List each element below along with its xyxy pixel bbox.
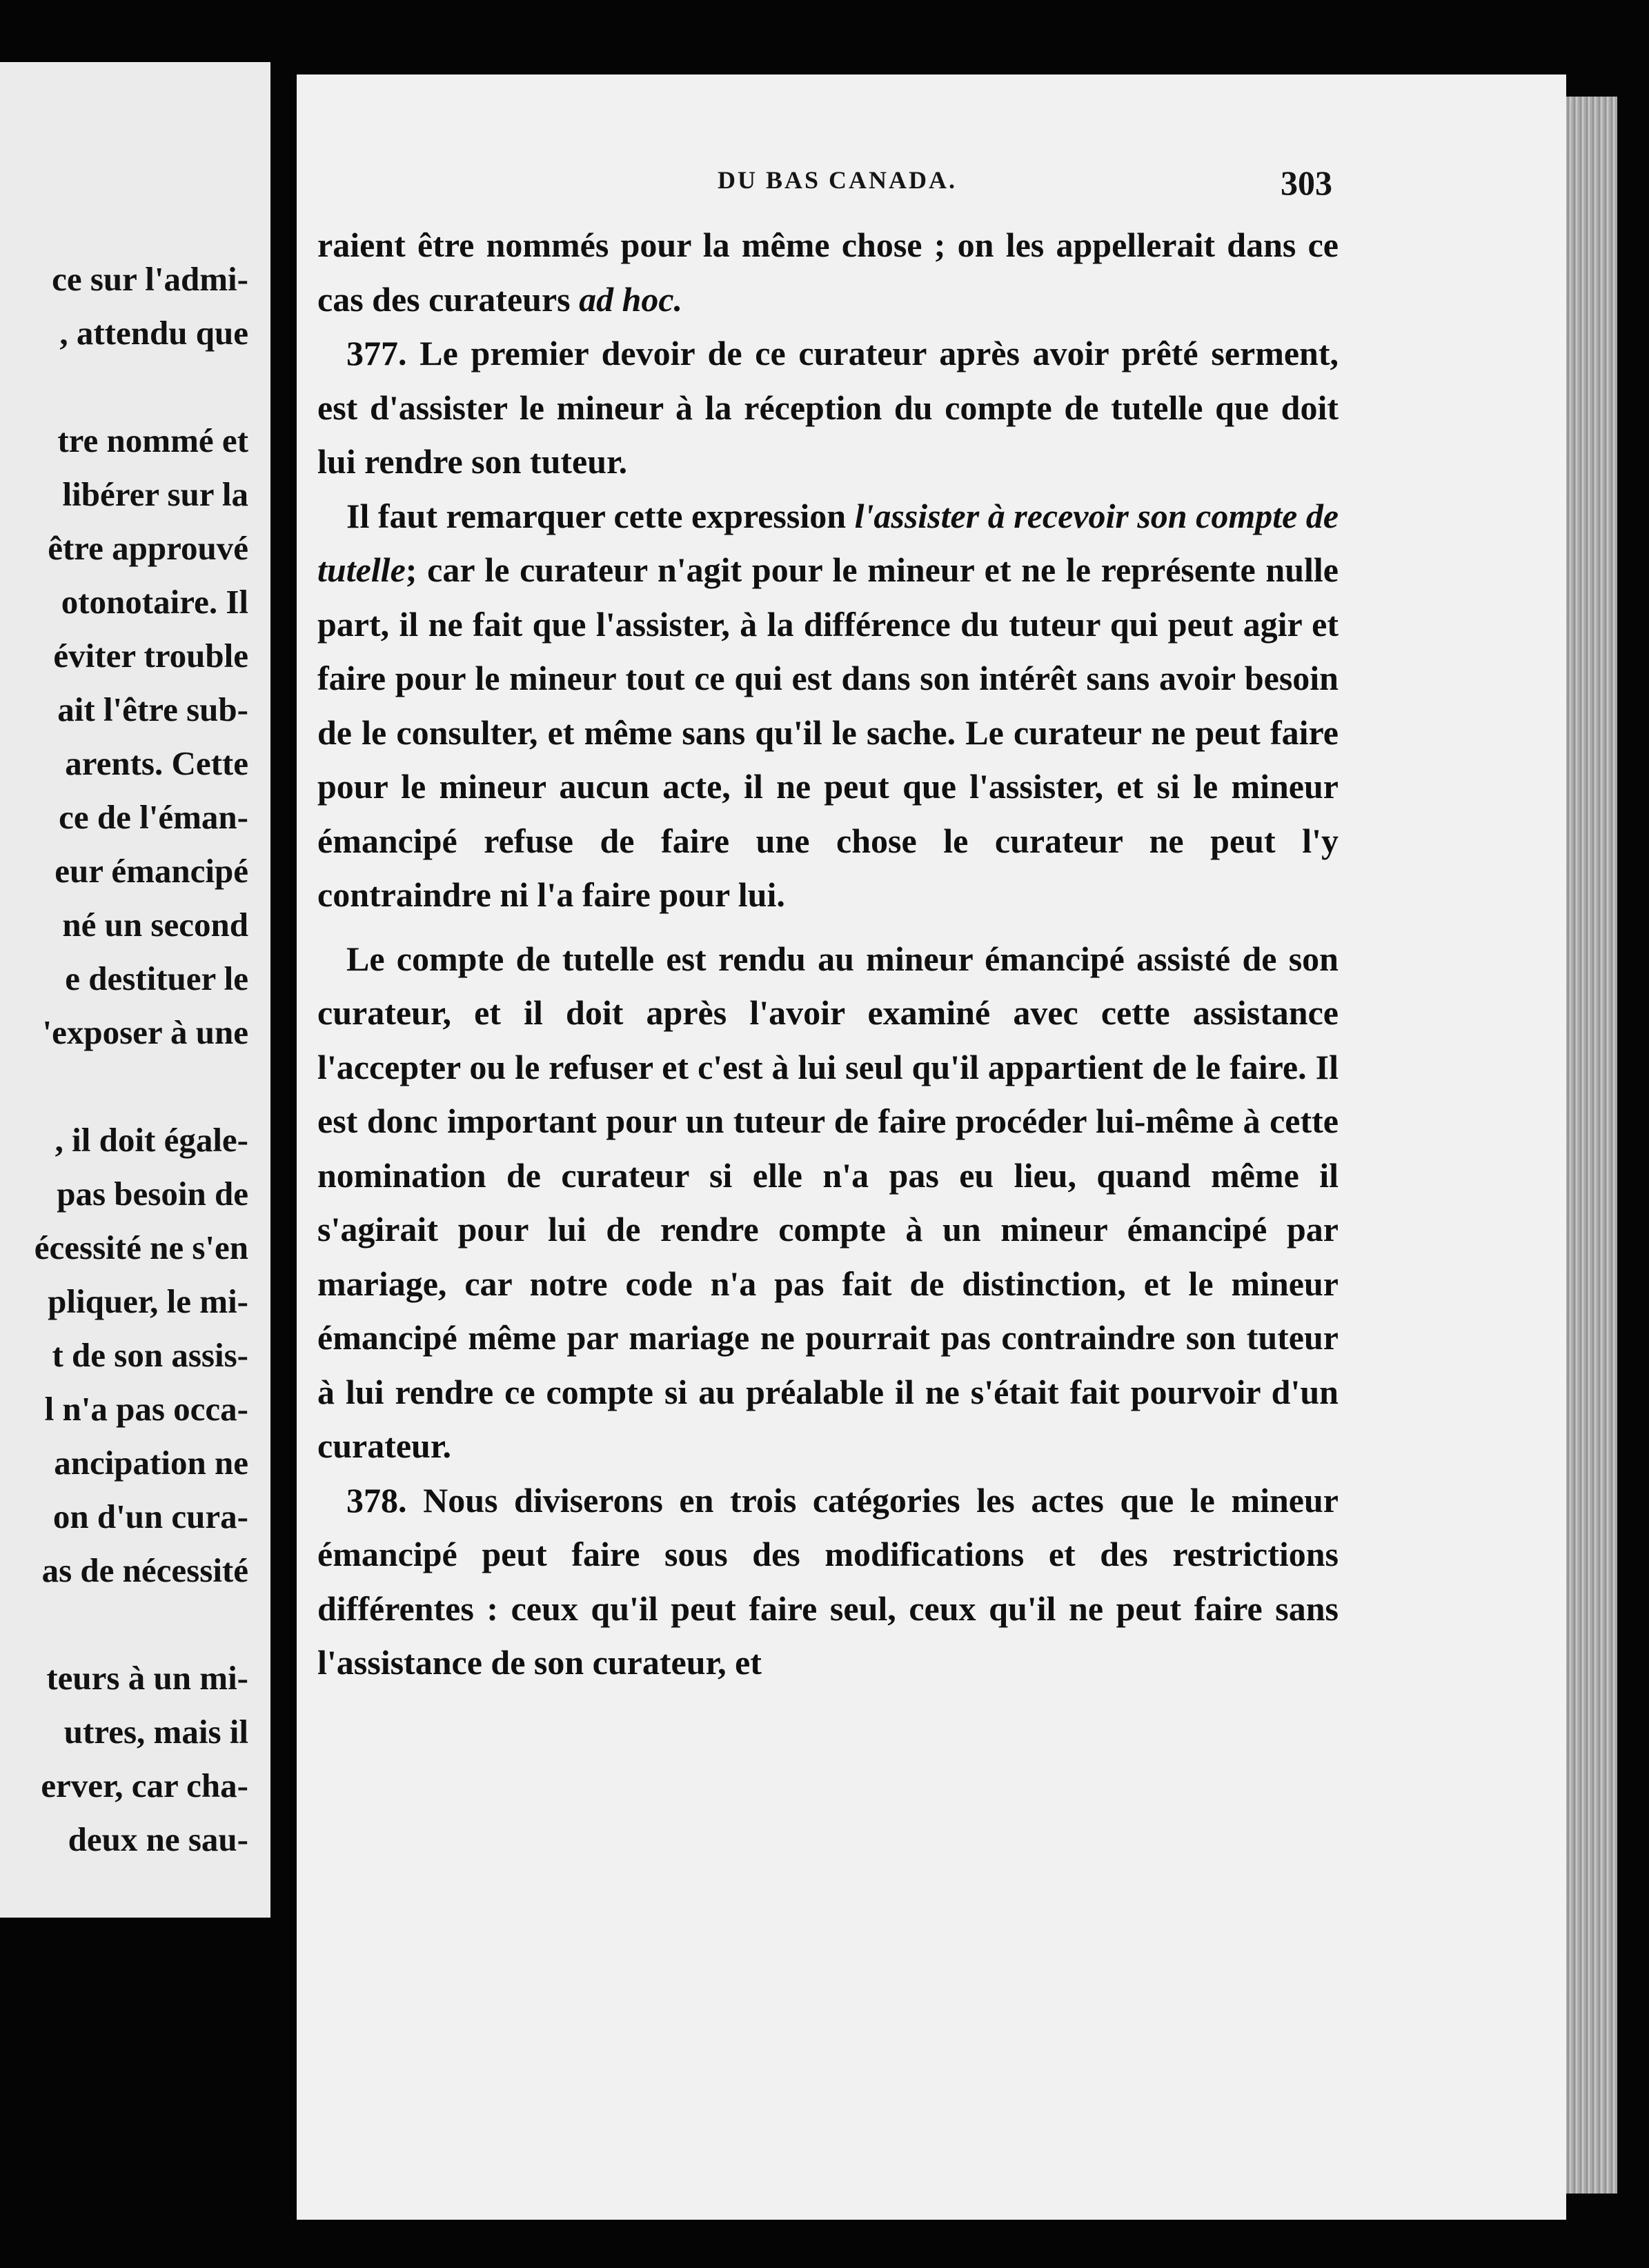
left-line: utres, mais il	[63, 1713, 248, 1751]
left-line: on d'un cura-	[52, 1498, 248, 1535]
left-line: e destituer le	[65, 959, 248, 997]
left-line: être approuvé	[48, 529, 248, 567]
running-head: DU BAS CANADA.	[718, 166, 958, 194]
paragraph-text: raient être nommés pour la même chose ; on les appellerait dans ce cas des curateurs	[317, 226, 1339, 319]
paragraph-compte: Le compte de tutelle est rendu au mineur émancipé assisté de son curateur, et il doit après l'avoir examiné avec cette assistance l'accepter ou le refuser et c'est à lui seul qu'il appartient de le faire. Il est donc important pour un tuteur de faire procéder lui-même à cette nomination de curateur si elle n'a pas eu lieu, quand même il s'agirait pour lui de rendre compte à un mineur émancipé par mariage, car notre code n'a pas fait de distinction, et le mineur émancipé même par mariage ne pourrait pas contraindre son tuteur à lui rendre ce compte si au préalable il ne s'était fait pourvoir d'un curateur.	[317, 939, 1339, 1465]
paragraph-text: ; car le curateur n'agit pour le mineur et ne le représente nulle part, il ne fait que l'assister, à la différence du tuteur qui peut agir et faire pour le mineur tout ce qui est dans son intérêt sans avoir besoin de le consulter, et même sans qu'il le sache. Le curateur ne peut faire pour le mineur aucun acte, il ne peut que l'assister, et si le mineur émancipé refuse de faire une chose le curateur ne peut l'y contraindre ni l'a faire pour lui.	[317, 550, 1339, 914]
paragraph-378: 378. Nous diviserons en trois catégories les actes que le mineur émancipé peut faire sous des modifications et des restrictions différentes : ceux qu'il peut faire seul, ceux qu'il ne peut faire sans l'assistance de son curateur, et	[317, 1480, 1339, 1682]
left-line: libérer sur la	[62, 475, 248, 513]
left-line: ce de l'éman-	[59, 798, 248, 836]
left-line: ce sur l'admi-	[52, 260, 248, 298]
left-line: otonotaire. Il	[61, 583, 248, 621]
left-line: teurs à un mi-	[46, 1659, 248, 1697]
page-edge-stack	[1566, 97, 1617, 2194]
left-line: l n'a pas occa-	[44, 1390, 248, 1428]
page-number: 303	[1281, 163, 1332, 202]
left-line: ait l'être sub-	[57, 690, 248, 728]
left-line: as de nécessité	[41, 1551, 248, 1589]
left-line: eur émancipé	[55, 852, 248, 890]
paragraph-text: Il faut remarquer cette expression	[346, 496, 847, 535]
left-line: écessité ne s'en	[34, 1228, 248, 1266]
paragraph-377: 377. Le premier devoir de ce curateur après avoir prêté serment, est d'assister le mineur à la réception du compte de tutelle que doit lui rendre son tuteur.	[317, 334, 1339, 481]
left-line: tre nommé et	[57, 421, 248, 459]
italic-phrase: l'assister à recevoir son compte de tutelle	[317, 496, 1339, 589]
left-line: erver, car cha-	[41, 1767, 248, 1804]
left-line: ancipation ne	[54, 1444, 248, 1482]
left-line: pliquer, le mi-	[48, 1282, 248, 1320]
paragraph-expression	[317, 489, 1339, 922]
left-line: , attendu que	[59, 314, 248, 352]
left-facing-page	[0, 62, 270, 1918]
body-text	[317, 218, 1339, 1690]
left-line: t de son assis-	[52, 1336, 248, 1374]
left-line: , il doit égale-	[55, 1121, 248, 1159]
left-line: pas besoin de	[57, 1175, 248, 1213]
left-line: né un second	[62, 906, 248, 944]
paragraph-continuation	[317, 218, 1339, 326]
left-line: arents. Cette	[65, 744, 248, 782]
left-line: 'exposer à une	[42, 1013, 248, 1051]
left-line: éviter trouble	[53, 637, 248, 675]
left-line: deux ne sau-	[68, 1820, 248, 1858]
italic-phrase: ad hoc.	[579, 279, 683, 319]
